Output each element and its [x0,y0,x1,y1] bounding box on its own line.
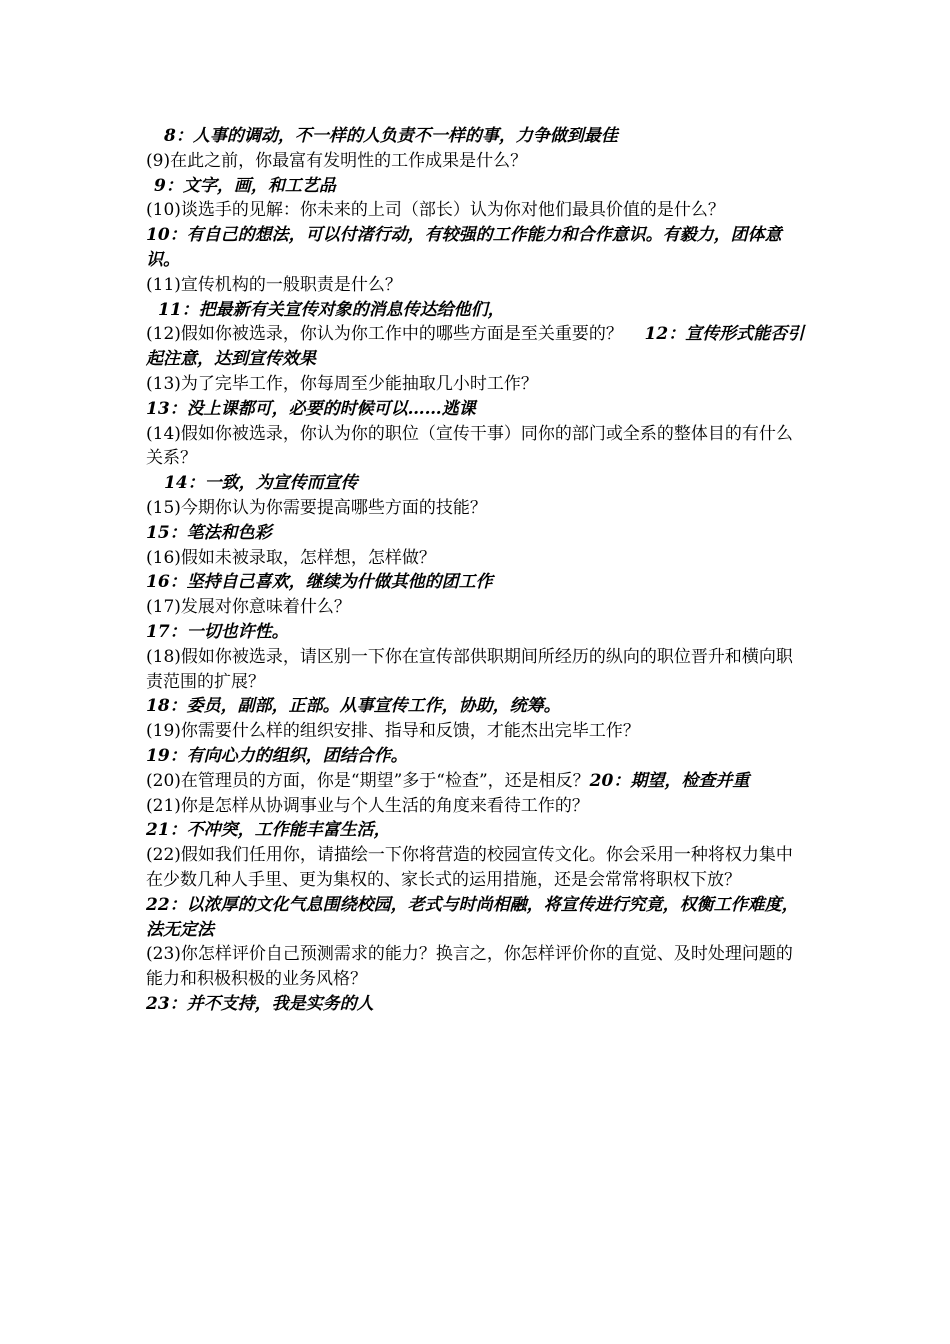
question-20-text: (20)在管理员的方面，你是“期望”多于“检查”，还是相反？ [146,770,590,791]
question-15: (15)今期你认为你需要提高哪些方面的技能？ [146,497,487,518]
answer-11: 11：把最新有关宣传对象的消息传达给他们， [158,299,505,320]
answer-22: 22：以浓厚的文化气息围绕校园，老式与时尚相融，将宣传进行究竟，权衡工作难度，法无定法 [146,894,799,940]
answer-17: 17：一切也许性。 [146,621,289,642]
question-22: (22)假如我们任用你，请描绘一下你将营造的校园宣传文化。你会采用一种将权力集中在少数几种人手里、更为集权的、家长式的运用措施，还是会常常将职权下放？ [146,845,793,890]
answer-14: 14：一致，为宣传而宣传 [164,473,358,494]
question-9: (9)在此之前，你最富有发明性的工作成果是什么？ [146,150,528,171]
answer-20: 20：期望，检查并重 [589,770,750,791]
question-12 [146,322,806,372]
question-14: (14)假如你被选录，你认为你的职位（宣传干事）同你的部门或全系的整体目的有什么关系？ [146,423,793,469]
answer-18: 18：委员，副部，正部。从事宣传工作，协助，统筹。 [146,696,561,717]
question-23: (23)你怎样评价自己预测需求的能力？换言之，你怎样评价你的直觉、及时处理问题的能力和积极积极的业务风格？ [146,944,793,990]
answer-10: 10：有自己的想法，可以付渚行动，有较强的工作能力和合作意识。有毅力，团体意识。 [146,225,782,270]
answer-21: 21：不冲突，工作能丰富生活， [146,820,391,841]
question-17: (17)发展对你意味着什么？ [146,597,351,618]
answer-13: 13：没上课都可，必要的时候可以……逃课 [146,398,476,419]
answer-12: 12：宣传形式能否引起注意，达到宣传效果 [146,324,805,370]
question-20 [146,769,806,794]
question-19: (19)你需要什么样的组织安排、指导和反馈，才能杰出完毕工作？ [146,721,640,742]
question-16: (16)假如未被录取，怎样想，怎样做？ [146,547,436,568]
answer-19: 19：有向心力的组织，团结合作。 [146,745,408,766]
answer-9: 9：文字，画，和工艺品 [154,175,336,196]
question-21: (21)你是怎样从协调事业与个人生活的角度来看待工作的？ [146,795,589,816]
answer-23: 23：并不支持，我是实务的人 [146,993,374,1014]
question-18: (18)假如你被选录，请区别一下你在宣传部供职期间所经历的纵向的职位晋升和横向职责范围的扩展？ [146,646,793,692]
document-page [146,124,806,1017]
answer-8: 8：人事的调动，不一样的人负责不一样的事，力争做到最佳 [164,126,618,146]
answer-15: 15：笔法和色彩 [146,522,272,543]
question-10: (10)谈选手的见解：你未来的上司（部长）认为你对他们最具价值的是什么？ [146,200,725,221]
question-11: (11)宣传机构的一般职责是什么？ [146,274,402,295]
question-13: (13)为了完毕工作，你每周至少能抽取几小时工作？ [146,373,538,394]
question-12-text: (12)假如你被选录，你认为你工作中的哪些方面是至关重要的？ [146,324,623,345]
answer-16: 16：坚持自己喜欢，继续为什做其他的团工作 [146,572,493,593]
